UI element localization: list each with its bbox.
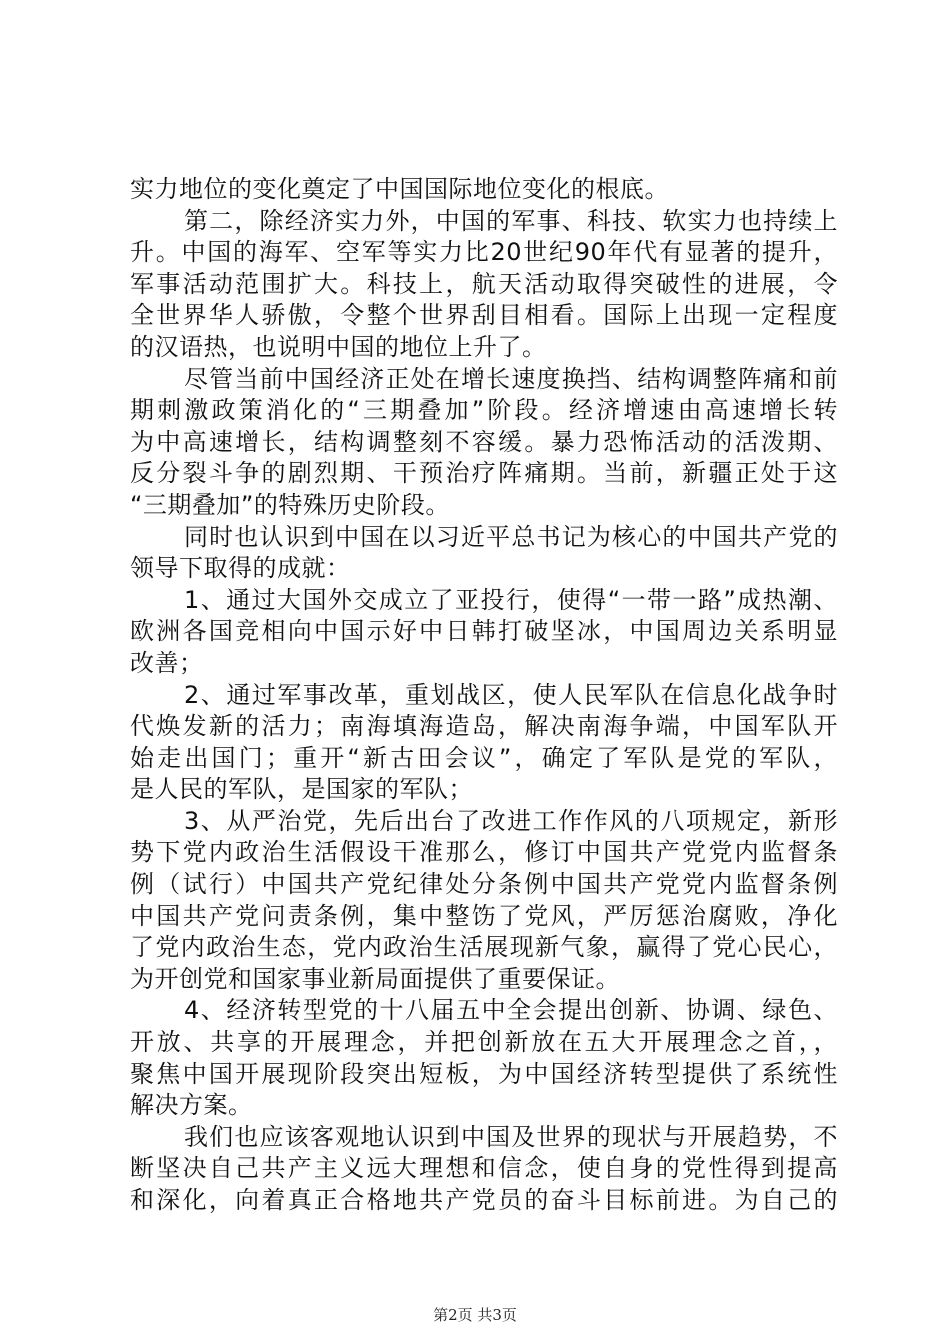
text-line: 3、从严治党，先后出台了改进工作作风的八项规定，新形: [184, 806, 838, 835]
text-line: 4、经济转型党的十八届五中全会提出创新、协调、绿色、: [184, 996, 838, 1025]
document-body: [130, 174, 838, 1217]
page-footer: 第2页 共3页: [433, 1306, 517, 1324]
text-line: 和深化，向着真正合格地共产党员的奋斗目标前进。为自己的: [130, 1186, 838, 1214]
text-line: 了党内政治生态，党内政治生活展现新气象，赢得了党心民心，: [130, 933, 838, 962]
text-line: 改善；: [130, 648, 204, 677]
text-line: 期刺激政策消化的“三期叠加”阶段。经济增速由高速增长转: [130, 396, 838, 425]
text-line: 同时也认识到中国在以习近平总书记为核心的中国共产党的: [184, 522, 838, 551]
text-line: 开放、共享的开展理念，并把创新放在五大开展理念之首，，: [130, 1028, 838, 1057]
text-line: 我们也应该客观地认识到中国及世界的现状与开展趋势，不: [184, 1122, 838, 1151]
text-line: 为中高速增长，结构调整刻不容缓。暴力恐怖活动的活泼期、: [130, 427, 838, 456]
text-line: 全世界华人骄傲，令整个世界刮目相看。国际上出现一定程度: [130, 301, 838, 330]
text-line: 实力地位的变化奠定了中国国际地位变化的根底。: [130, 175, 669, 203]
text-line: 中国共产党问责条例，集中整饬了党风，严厉惩治腐败，净化: [130, 901, 838, 930]
text-line: 反分裂斗争的剧烈期、干预治疗阵痛期。当前，新疆正处于这: [130, 459, 838, 488]
text-line: 始走出国门；重开“新古田会议”，确定了军队是党的军队，: [130, 743, 838, 772]
text-line: 尽管当前中国经济正处在增长速度换挡、结构调整阵痛和前: [184, 364, 838, 393]
text-line: 势下党内政治生活假设干准那么，修订中国共产党党内监督条: [130, 838, 838, 867]
text-line: “三期叠加”的特殊历史阶段。: [130, 490, 450, 519]
text-line: 代焕发新的活力；南海填海造岛，解决南海争端，中国军队开: [130, 712, 838, 741]
text-line: 的汉语热，也说明中国的地位上升了。: [130, 332, 547, 361]
text-line: 1、通过大国外交成立了亚投行，使得“一带一路”成热潮、: [184, 585, 838, 614]
text-line: 例（试行）中国共产党纪律处分条例中国共产党党内监督条例: [130, 870, 838, 899]
text-line: 聚焦中国开展现阶段突出短板，为中国经济转型提供了系统性: [130, 1059, 838, 1088]
text-line: 军事活动范围扩大。科技上，航天活动取得突破性的进展，令: [130, 269, 838, 298]
text-line: 是人民的军队，是国家的军队；: [130, 775, 473, 804]
text-line: 第二，除经济实力外，中国的军事、科技、软实力也持续上: [184, 206, 838, 235]
text-line: 解决方案。: [130, 1091, 253, 1120]
text-line: 2、通过军事改革，重划战区，使人民军队在信息化战争时: [184, 680, 838, 709]
text-line: 为开创党和国家事业新局面提供了重要保证。: [130, 964, 620, 993]
text-line: 升。中国的海军、空军等实力比20世纪90年代有显著的提升，: [130, 238, 838, 267]
text-line: 欧洲各国竞相向中国示好中日韩打破坚冰，中国周边关系明显: [130, 617, 838, 646]
text-line: 断坚决自己共产主义远大理想和信念，使自身的党性得到提高: [130, 1154, 838, 1183]
text-line: 领导下取得的成就：: [130, 554, 351, 583]
